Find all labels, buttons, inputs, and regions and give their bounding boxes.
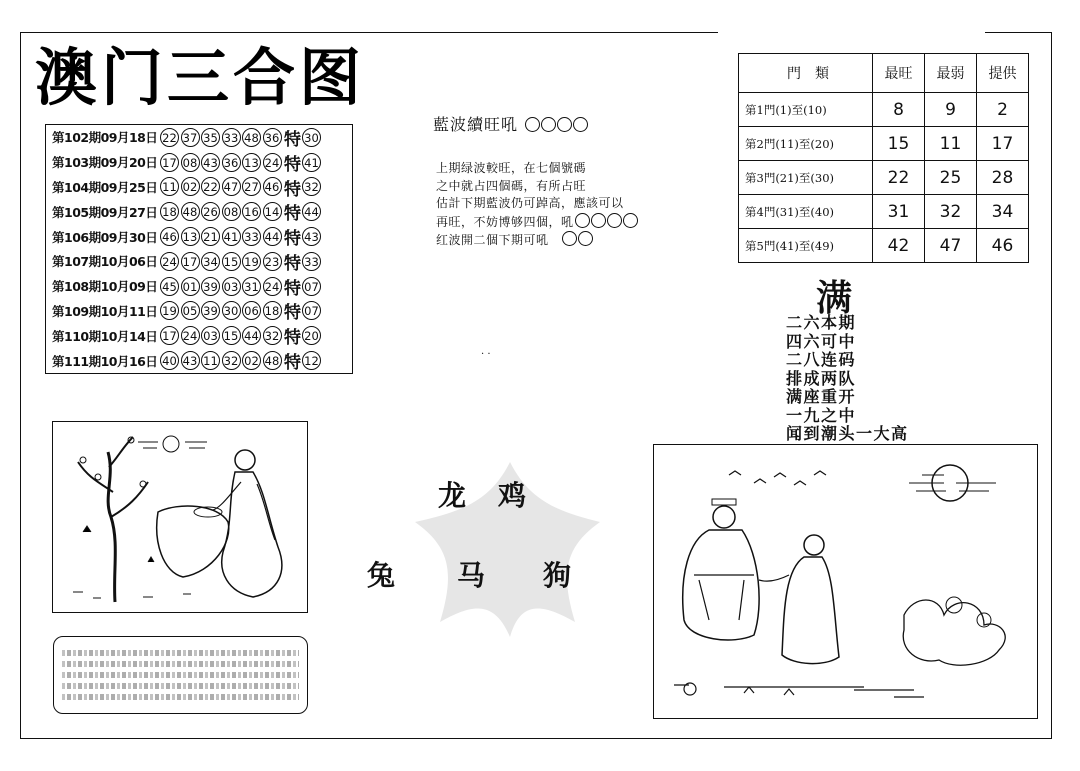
draw-row xyxy=(46,249,352,274)
draw-ball: 13 xyxy=(181,227,200,246)
draw-ball: 43 xyxy=(181,351,200,370)
zodiac-item: 龙 xyxy=(438,479,469,512)
special-label: 特 xyxy=(284,253,301,274)
special-ball: 07 xyxy=(302,301,321,320)
draw-ball: 41 xyxy=(222,227,241,246)
man-character: 满 xyxy=(816,277,853,319)
gate-row xyxy=(739,195,1029,229)
draw-row xyxy=(46,125,352,150)
gate-label: 第5門(41)至(49) xyxy=(739,229,873,263)
draw-ball: 13 xyxy=(242,153,261,172)
draw-ball: 44 xyxy=(242,326,261,345)
blue-wave-title-text: 藍波續旺吼 xyxy=(433,115,519,134)
mini-ball-icon xyxy=(525,117,540,132)
small-poem xyxy=(436,160,676,250)
blue-wave-title xyxy=(433,112,588,135)
special-label: 特 xyxy=(284,229,301,250)
special-ball: 41 xyxy=(302,153,321,172)
draw-ball: 46 xyxy=(160,227,179,246)
draw-ball: 18 xyxy=(263,301,282,320)
special-label: 特 xyxy=(284,328,301,349)
gate-value: 2 xyxy=(977,93,1029,127)
gate-value: 42 xyxy=(873,229,925,263)
lady-picture xyxy=(53,422,307,612)
draw-ball: 37 xyxy=(181,128,200,147)
gate-table xyxy=(738,53,1029,263)
lady-illustration xyxy=(52,421,308,613)
zodiac-item: 鸡 xyxy=(498,479,529,512)
gate-label: 第2門(11)至(20) xyxy=(739,127,873,161)
draw-ball: 23 xyxy=(263,252,282,271)
gate-header-offer: 提供 xyxy=(977,54,1029,93)
draw-ball: 15 xyxy=(222,326,241,345)
gate-header-category: 門 類 xyxy=(739,54,873,93)
big-poem-line: 满座重开 xyxy=(786,387,857,406)
draw-ball: 24 xyxy=(160,252,179,271)
draw-row xyxy=(46,175,352,200)
gate-value: 28 xyxy=(977,161,1029,195)
draw-ball: 21 xyxy=(201,227,220,246)
draw-period: 第108期10月09日 xyxy=(52,279,158,295)
mini-ball-icon xyxy=(562,231,577,246)
mini-ball-icon xyxy=(591,213,606,228)
zodiac-item: 兔 xyxy=(367,559,398,592)
mini-ball-icon xyxy=(623,213,638,228)
gate-value: 17 xyxy=(977,127,1029,161)
small-poem-line: 估計下期藍波仍可踔高，應該可以 xyxy=(436,196,624,210)
decorative-dots: . . xyxy=(481,346,491,357)
big-poem-line: 四六可中 xyxy=(786,331,857,351)
gate-row xyxy=(739,161,1029,195)
figures-picture xyxy=(654,445,1037,718)
gate-value: 31 xyxy=(873,195,925,229)
special-label: 特 xyxy=(284,303,301,324)
big-poem xyxy=(786,314,909,444)
draw-ball: 43 xyxy=(201,153,220,172)
draw-period: 第102期09月18日 xyxy=(52,130,158,146)
draw-period: 第103期09月20日 xyxy=(52,155,158,171)
gate-value: 11 xyxy=(925,127,977,161)
draw-ball: 39 xyxy=(201,277,220,296)
page-title: 澳门三合图 xyxy=(35,41,366,114)
special-label: 特 xyxy=(284,278,301,299)
mini-ball-icon xyxy=(575,213,590,228)
draw-ball: 05 xyxy=(181,301,200,320)
big-poem-line: 一九之中 xyxy=(786,405,857,425)
draw-ball: 03 xyxy=(201,326,220,345)
draw-ball: 39 xyxy=(201,301,220,320)
draw-row xyxy=(46,348,352,373)
draw-ball: 33 xyxy=(242,227,261,246)
draw-ball: 40 xyxy=(160,351,179,370)
illegible-text-block xyxy=(62,645,299,705)
special-ball: 32 xyxy=(302,177,321,196)
draw-ball: 36 xyxy=(263,128,282,147)
draw-ball: 17 xyxy=(181,252,200,271)
special-ball: 07 xyxy=(302,277,321,296)
special-ball: 12 xyxy=(302,351,321,370)
zodiac-row-2 xyxy=(367,554,573,594)
draw-ball: 16 xyxy=(242,202,261,221)
big-poem-line: 排成两队 xyxy=(786,368,857,388)
gate-value: 9 xyxy=(925,93,977,127)
draw-ball: 22 xyxy=(201,177,220,196)
mini-ball-icon xyxy=(573,117,588,132)
draw-ball: 11 xyxy=(160,177,179,196)
draw-row xyxy=(46,150,352,175)
draw-ball: 06 xyxy=(242,301,261,320)
draw-ball: 35 xyxy=(201,128,220,147)
mini-ball-icon xyxy=(557,117,572,132)
gate-label: 第4門(31)至(40) xyxy=(739,195,873,229)
draw-ball: 45 xyxy=(160,277,179,296)
gate-label: 第3門(21)至(30) xyxy=(739,161,873,195)
draw-period: 第111期10月16日 xyxy=(52,353,158,369)
gate-value: 46 xyxy=(977,229,1029,263)
gate-value: 34 xyxy=(977,195,1029,229)
draw-period: 第109期10月11日 xyxy=(52,303,158,319)
draw-ball: 02 xyxy=(181,177,200,196)
zodiac-item: 狗 xyxy=(543,559,574,592)
draw-ball: 47 xyxy=(222,177,241,196)
draw-ball: 22 xyxy=(160,128,179,147)
draw-ball: 24 xyxy=(263,277,282,296)
small-poem-line: 再旺，不妨博够四個，吼 xyxy=(436,213,676,232)
gate-row xyxy=(739,93,1029,127)
gate-value: 22 xyxy=(873,161,925,195)
gate-row xyxy=(739,229,1029,263)
small-poem-line: 之中就占四個碼，有所占旺 xyxy=(436,178,587,193)
draw-ball: 17 xyxy=(160,326,179,345)
small-poem-line: 红波開二個下期可吼 xyxy=(436,231,676,250)
draw-ball: 32 xyxy=(222,351,241,370)
small-poem-line: 上期绿波較旺，在七個號碼 xyxy=(436,161,587,175)
gate-table-header xyxy=(739,54,1029,93)
draw-ball: 32 xyxy=(263,326,282,345)
draw-ball: 19 xyxy=(242,252,261,271)
draw-ball: 33 xyxy=(222,128,241,147)
gate-header-hot: 最旺 xyxy=(873,54,925,93)
gate-value: 15 xyxy=(873,127,925,161)
gate-row xyxy=(739,127,1029,161)
special-label: 特 xyxy=(284,204,301,225)
draw-period: 第106期09月30日 xyxy=(52,229,158,245)
draw-ball: 24 xyxy=(181,326,200,345)
draw-ball: 48 xyxy=(242,128,261,147)
draw-row xyxy=(46,199,352,224)
draw-ball: 46 xyxy=(263,177,282,196)
draw-ball: 15 xyxy=(222,252,241,271)
mini-ball-icon xyxy=(541,117,556,132)
draw-ball: 44 xyxy=(263,227,282,246)
gate-label: 第1門(1)至(10) xyxy=(739,93,873,127)
draw-ball: 08 xyxy=(181,153,200,172)
draw-period: 第110期10月14日 xyxy=(52,328,158,344)
draw-ball: 48 xyxy=(181,202,200,221)
draw-ball: 48 xyxy=(263,351,282,370)
draw-ball: 27 xyxy=(242,177,261,196)
draw-ball: 01 xyxy=(181,277,200,296)
draw-row xyxy=(46,274,352,299)
figures-illustration xyxy=(653,444,1038,719)
special-label: 特 xyxy=(284,179,301,200)
draw-ball: 17 xyxy=(160,153,179,172)
special-ball: 30 xyxy=(302,128,321,147)
draw-ball: 19 xyxy=(160,301,179,320)
gate-value: 47 xyxy=(925,229,977,263)
draw-ball: 34 xyxy=(201,252,220,271)
draw-row xyxy=(46,299,352,324)
big-poem-line: 二八连码 xyxy=(786,350,857,369)
gate-header-cold: 最弱 xyxy=(925,54,977,93)
draw-ball: 03 xyxy=(222,277,241,296)
gate-value: 25 xyxy=(925,161,977,195)
special-ball: 20 xyxy=(302,326,321,345)
big-poem-line: 二六本期 xyxy=(786,313,857,332)
draw-period: 第105期09月27日 xyxy=(52,204,158,220)
draw-ball: 18 xyxy=(160,202,179,221)
draw-ball: 31 xyxy=(242,277,261,296)
special-ball: 43 xyxy=(302,227,321,246)
special-ball: 33 xyxy=(302,252,321,271)
note-box xyxy=(53,636,308,714)
mini-ball-icon xyxy=(607,213,622,228)
big-poem-line: 闻到潮头一大高 xyxy=(786,424,909,443)
draw-ball: 26 xyxy=(201,202,220,221)
special-label: 特 xyxy=(284,154,301,175)
draw-period: 第104期09月25日 xyxy=(52,179,158,195)
draw-ball: 24 xyxy=(263,153,282,172)
draw-row xyxy=(46,323,352,348)
draw-ball: 14 xyxy=(263,202,282,221)
draw-ball: 08 xyxy=(222,202,241,221)
draw-ball: 36 xyxy=(222,153,241,172)
draw-period: 第107期10月06日 xyxy=(52,254,158,270)
draw-ball: 30 xyxy=(222,301,241,320)
zodiac-item: 马 xyxy=(457,559,488,592)
mini-ball-icon xyxy=(578,231,593,246)
special-label: 特 xyxy=(284,129,301,150)
gate-value: 32 xyxy=(925,195,977,229)
special-ball: 44 xyxy=(302,202,321,221)
special-label: 特 xyxy=(284,353,301,374)
gate-value: 8 xyxy=(873,93,925,127)
draw-row xyxy=(46,224,352,249)
draw-history-table xyxy=(45,124,353,374)
zodiac-row-1 xyxy=(438,474,528,514)
draw-ball: 11 xyxy=(201,351,220,370)
draw-ball: 02 xyxy=(242,351,261,370)
